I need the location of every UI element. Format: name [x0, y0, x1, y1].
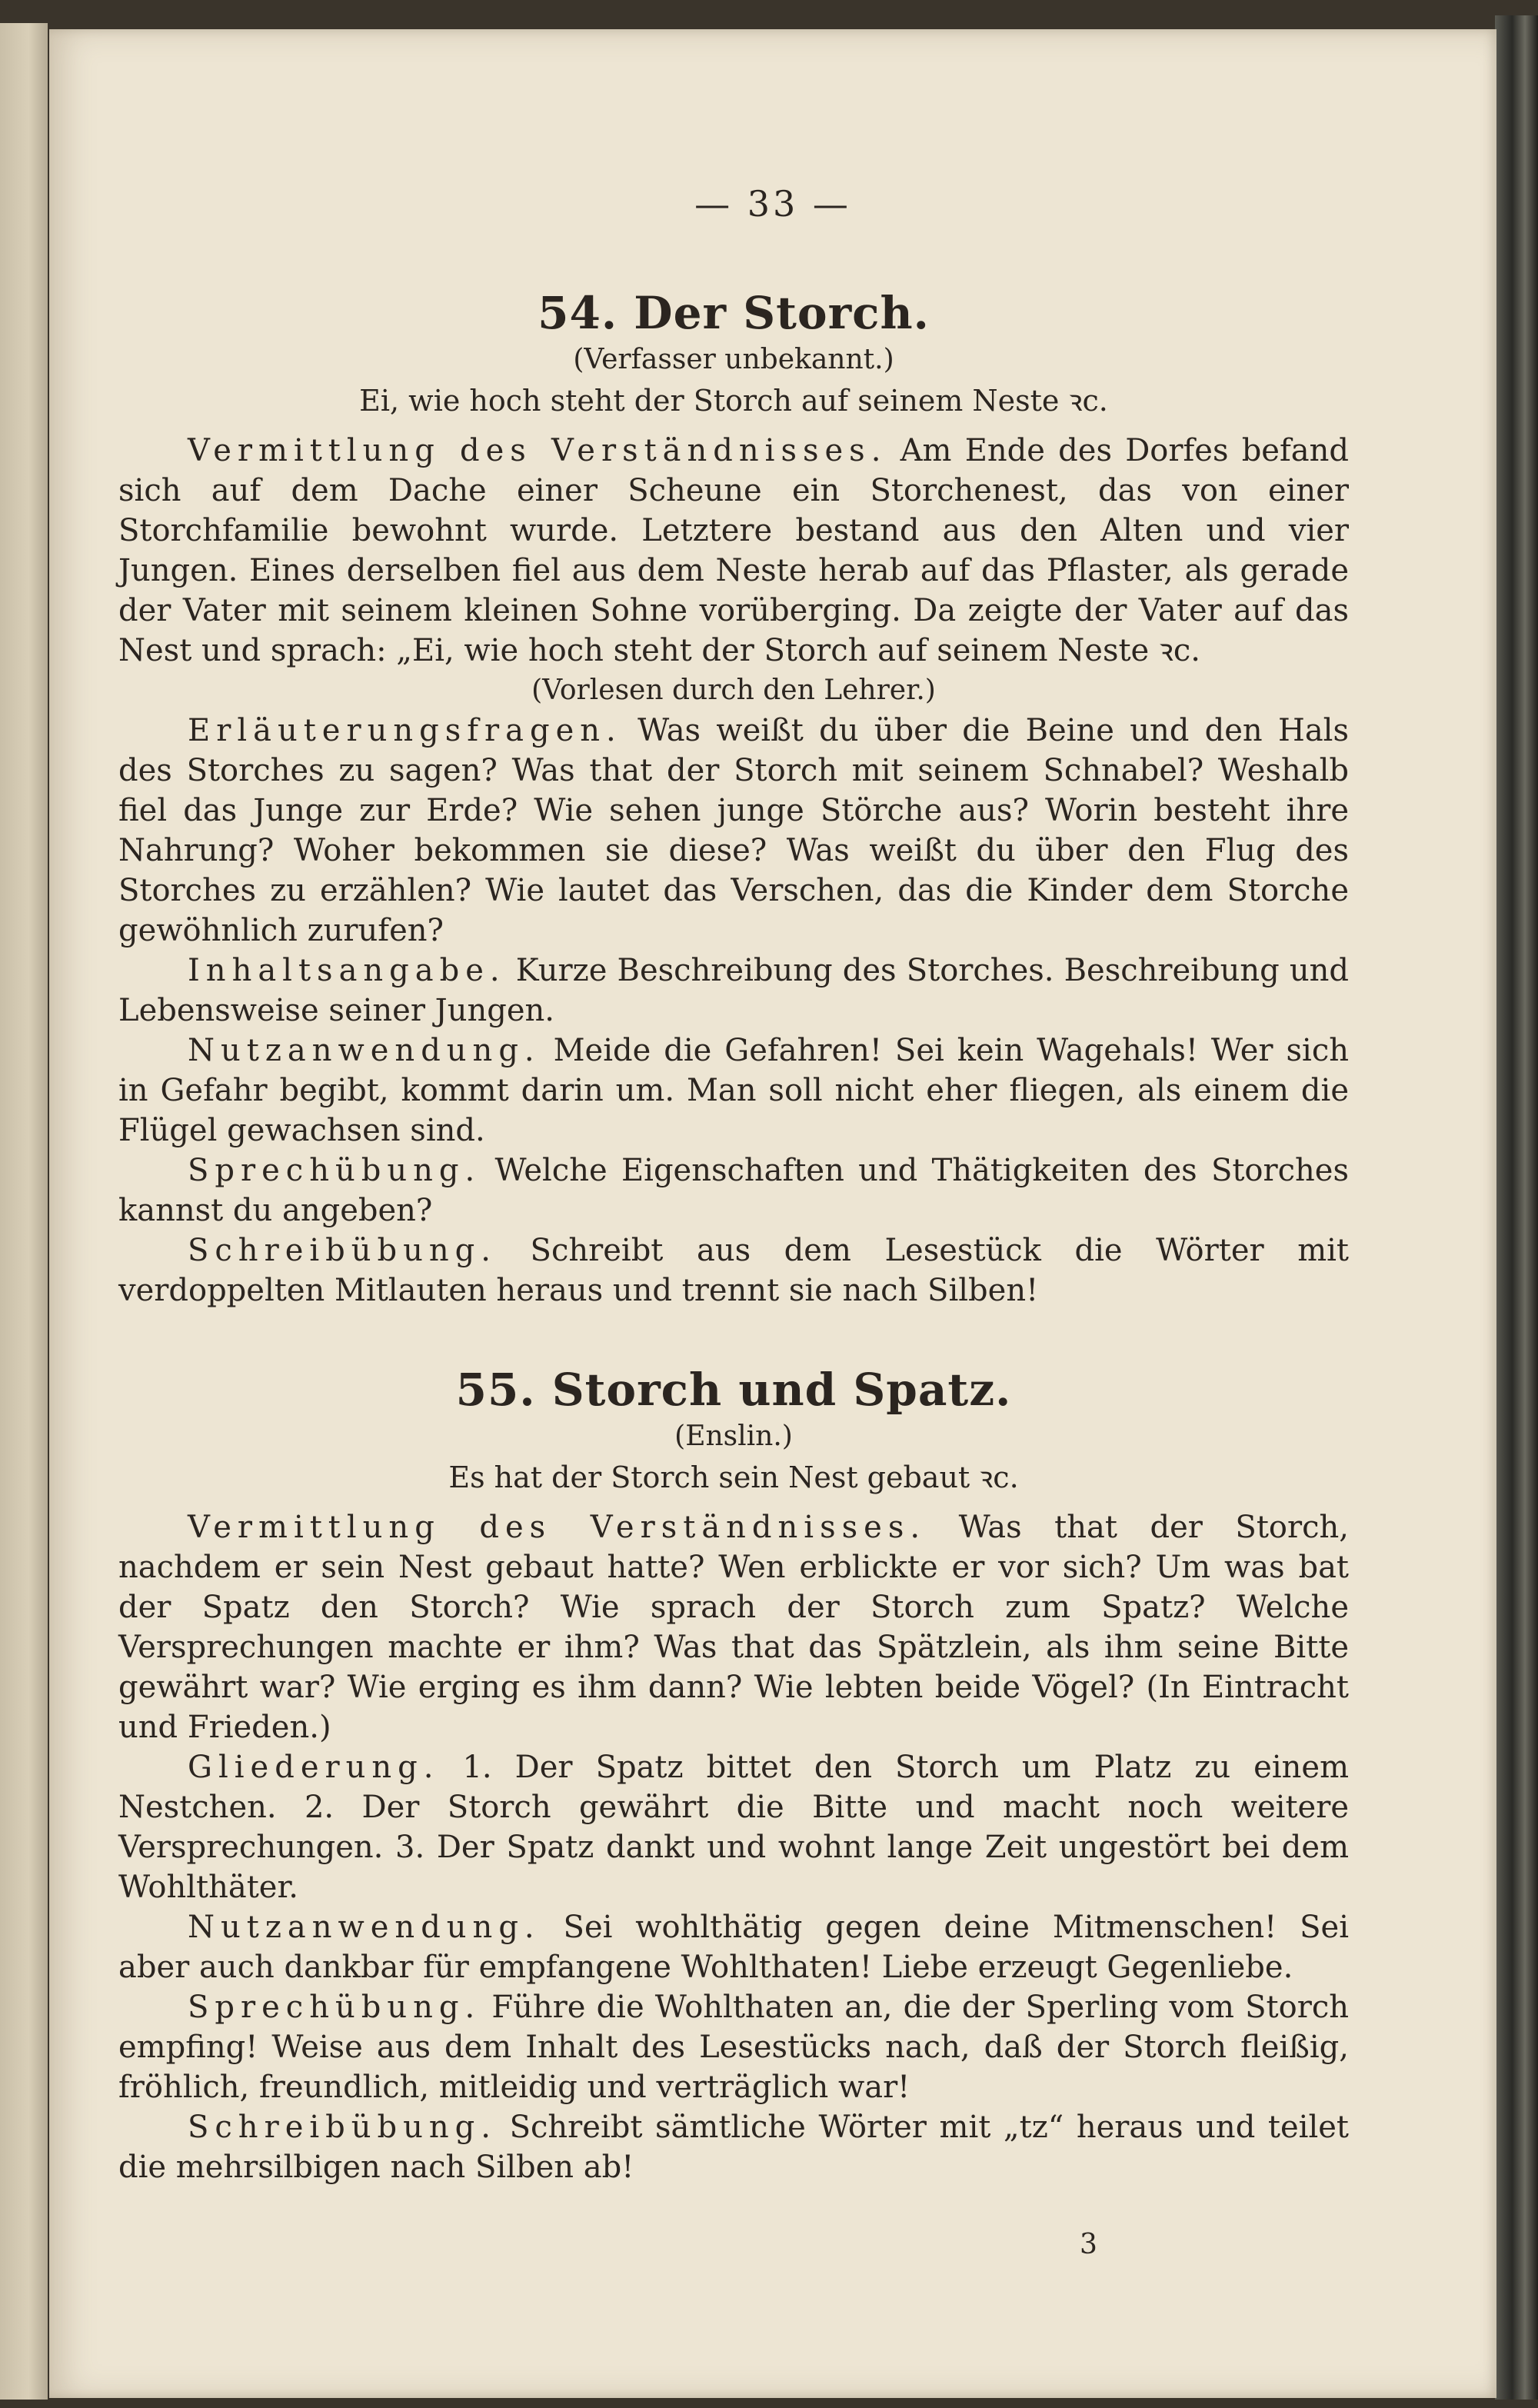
paragraph — [118, 1507, 1349, 1747]
page — [49, 29, 1496, 2398]
paragraph-term: Sprechübung. — [188, 1990, 481, 2025]
paragraph — [118, 1231, 1349, 1311]
paragraph — [118, 951, 1349, 1031]
paragraph — [118, 1031, 1349, 1151]
paragraph-term: Vermittlung des Verständnisses. — [188, 433, 887, 468]
paragraph — [118, 431, 1349, 671]
section-title: 55. Storch und Spatz. — [455, 1364, 1012, 1416]
paragraph-text: Am Ende des Dorfes befand sich auf dem Dache einer Scheune ein Storchenest, das von einer Storchfamilie bewohnt wurde. Letztere bestand aus den Alten und vier Jungen. Eines derselben fiel aus dem Neste herab auf das Pflaster, als gerade der Vater mit seinem kleinen Sohne vorüberging. Da zeigte der Vater auf das Nest und sprach: „Ei, wie hoch steht der Storch auf seinem Neste ꝛc. — [118, 433, 1349, 668]
left-page-edge — [0, 23, 48, 2400]
paragraph-term: Schreibübung. — [188, 1233, 497, 1268]
paragraph-text: Schreibt sämtliche Wörter mit „tz“ heraus und teilet die mehrsilbigen nach Silben ab! — [118, 2110, 1349, 2185]
paragraph-term: Inhaltsangabe. — [188, 953, 506, 988]
paragraph-term: Nutzanwendung. — [188, 1033, 541, 1068]
paragraph-text: Sei wohlthätig gegen deine Mitmenschen! Sei aber auch dankbar für empfangene Wohlthaten! Liebe erzeugt Gegenliebe. — [118, 1910, 1349, 1985]
paragraph-text: Schreibt aus dem Lesestück die Wörter mit verdoppelten Mitlauten heraus und trennt sie nach Silben! — [118, 1233, 1349, 1308]
paragraph-text: 1. Der Spatz bittet den Storch um Platz zu einem Nestchen. 2. Der Storch gewährt die Bitte und macht noch weitere Versprechungen. 3. Der Spatz dankt und wohnt lange Zeit ungestört bei dem Wohlthäter. — [118, 1750, 1349, 1905]
note: (Vorlesen durch den Lehrer.) — [531, 674, 936, 706]
poem-first-line: Ei, wie hoch steht der Storch auf seinem Neste ꝛc. — [359, 384, 1108, 418]
paragraph-term: Gliederung. — [188, 1750, 440, 1785]
paragraph-term: Erläuterungsfragen. — [188, 713, 622, 748]
section-title: 54. Der Storch. — [538, 287, 930, 339]
paragraph-text: Welche Eigenschaften und Thätigkeiten des Storches kannst du angeben? — [118, 1153, 1349, 1228]
paragraph — [118, 1151, 1349, 1231]
paragraph — [118, 2107, 1349, 2187]
section-author: (Verfasser unbekannt.) — [573, 344, 894, 375]
paragraph — [118, 1987, 1349, 2107]
paragraph-term: Sprechübung. — [188, 1153, 481, 1188]
signature-mark: 3 — [1080, 2229, 1097, 2260]
paragraph-text: Meide die Gefahren! Sei kein Wagehals! Wer sich in Gefahr begibt, kommt darin um. Man soll nicht eher fliegen, als einem die Flügel gewachsen sind. — [118, 1033, 1349, 1148]
paragraph-text: Führe die Wohlthaten an, die der Sperling vom Storch empfing! Weise aus dem Inhalt des Lesestücks nach, daß der Storch fleißig, fröhlich, freundlich, mitleidig und verträglich war! — [118, 1990, 1349, 2105]
paragraph-text: Was that der Storch, nachdem er sein Nest gebaut hatte? Wen erblickte er vor sich? Um was bat der Spatz den Storch? Wie sprach der Storch zum Spatz? Welche Versprechungen machte er ihm? Was that das Spätzlein, als ihm seine Bitte gewährt war? Wie erging es ihm dann? Wie lebten beide Vögel? (In Eintracht und Frieden.) — [118, 1510, 1349, 1745]
section-54 — [118, 287, 1349, 1311]
paragraph — [118, 1907, 1349, 1987]
paragraph-term: Vermittlung des Verständnisses. — [188, 1510, 927, 1545]
paragraph-term: Schreibübung. — [188, 2110, 497, 2145]
paragraph-text: Kurze Beschreibung des Storches. Beschreibung und Lebensweise seiner Jungen. — [118, 953, 1349, 1028]
page-number: — 33 — — [694, 183, 851, 225]
section-55 — [118, 1364, 1349, 2187]
paragraph — [118, 711, 1349, 951]
section-author: (Enslin.) — [674, 1420, 793, 1452]
paragraph-term: Nutzanwendung. — [188, 1910, 541, 1945]
paragraph — [118, 1747, 1349, 1907]
poem-first-line: Es hat der Storch sein Nest gebaut ꝛc. — [448, 1460, 1019, 1494]
book-cover-edge — [1495, 15, 1538, 2400]
paragraph-text: Was weißt du über die Beine und den Hals des Storches zu sagen? Was that der Storch mit seinem Schnabel? Weshalb fiel das Junge zur Erde? Wie sehen junge Störche aus? Worin besteht ihre Nahrung? Woher bekommen sie diese? Was weißt du über den Flug des Storches zu erzählen? Wie lautet das Verschen, das die Kinder dem Storche gewöhnlich zurufen? — [118, 713, 1349, 948]
